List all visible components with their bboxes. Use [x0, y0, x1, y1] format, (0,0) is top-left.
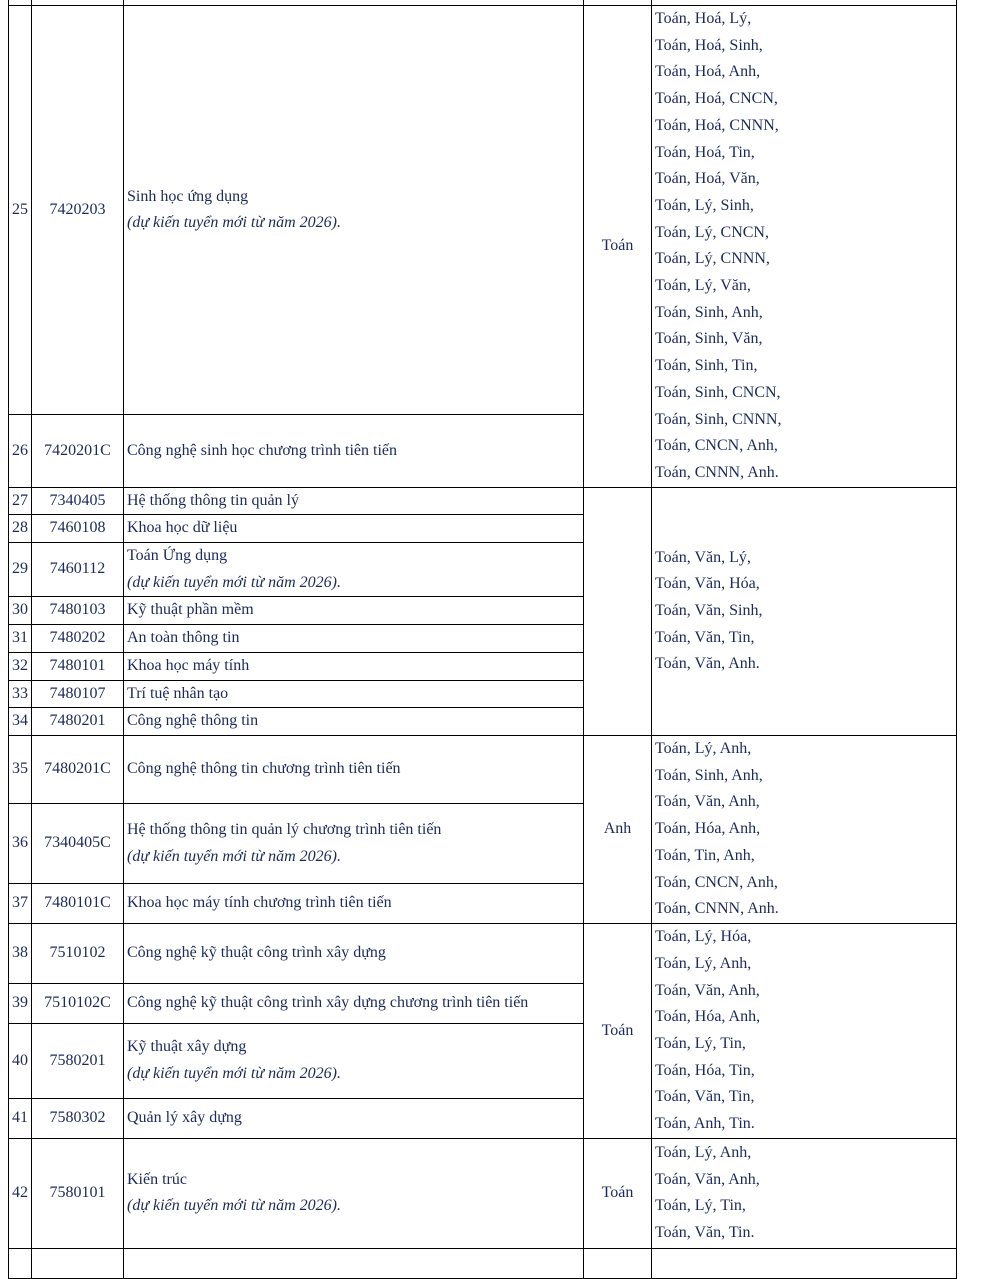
row-number: 28 [9, 515, 32, 543]
major-name: Kiến trúc [127, 1170, 187, 1188]
row-number: 25 [9, 6, 32, 415]
combo-item: Toán, Hoá, Văn, [655, 170, 760, 188]
major-code: 7580302 [32, 1098, 124, 1138]
table-row [9, 1248, 957, 1278]
major-note: (dự kiến tuyển mới từ năm 2026). [127, 214, 341, 232]
subject-combos [652, 1248, 957, 1278]
major-code: 7510102C [32, 983, 124, 1023]
major-name: Hệ thống thông tin quản lý chương trình tiên tiến [127, 820, 442, 838]
combo-item: Toán, Văn, Sinh, [655, 601, 763, 619]
combo-item: Toán, Sinh, Tin, [655, 357, 758, 375]
combo-item: Toán, Hoá, Tin, [655, 143, 755, 161]
combo-item: Toán, Lý, Văn, [655, 277, 751, 295]
table-row [9, 735, 957, 803]
combo-item: Toán, Hoá, CNCN, [655, 90, 778, 108]
combo-item: Toán, Lý, Anh, [655, 1144, 752, 1161]
combo-item: Toán, Lý, Hóa, [655, 928, 752, 946]
row-number: 30 [9, 597, 32, 625]
major-name-cell [124, 1138, 584, 1248]
combo-item: Toán, Hoá, CNNN, [655, 116, 779, 134]
main-subject: Toán [584, 923, 652, 1138]
major-code: 7480103 [32, 597, 124, 625]
major-name: Khoa học máy tính chương trình tiên tiến [124, 883, 584, 923]
major-note: (dự kiến tuyển mới từ năm 2026). [127, 1197, 341, 1215]
combo-item: Toán, Sinh, Anh, [655, 303, 763, 321]
combo-item: Toán, Văn, Tin, [655, 628, 755, 646]
combo-item: Toán, Hóa, Tin, [655, 1061, 755, 1079]
combo-item: Toán, Lý, CNNN, [655, 250, 770, 268]
combo-item: Toán, Sinh, CNCN, [655, 383, 781, 401]
combo-item: Toán, Lý, CNCN, [655, 223, 769, 241]
major-code: 7480201C [32, 735, 124, 803]
major-name: An toàn thông tin [124, 625, 584, 653]
combo-item: Toán, CNNN, Anh. [655, 463, 779, 481]
combo-item: Toán, Lý, Anh, [655, 739, 752, 757]
major-code: 7510102 [32, 923, 124, 983]
row-number: 39 [9, 983, 32, 1023]
row-number: 42 [9, 1138, 32, 1248]
major-name: Kỹ thuật phần mềm [124, 597, 584, 625]
table-row [9, 923, 957, 983]
combo-item: Toán, Hoá, Sinh, [655, 36, 763, 54]
main-subject: Toán [584, 1138, 652, 1248]
major-name: Toán Ứng dụng [127, 547, 228, 565]
main-subject [584, 487, 652, 735]
row-number: 40 [9, 1023, 32, 1098]
major-code: 7340405C [32, 804, 124, 883]
combo-item: Toán, Lý, Tin, [655, 1197, 746, 1215]
major-name: Hệ thống thông tin quản lý [124, 487, 584, 515]
row-number: 41 [9, 1098, 32, 1138]
row-number: 26 [9, 415, 32, 487]
combo-item: Toán, Văn, Lý, [655, 548, 751, 566]
row-number: 29 [9, 543, 32, 597]
subject-combos [652, 6, 957, 488]
major-note: (dự kiến tuyển mới từ năm 2026). [127, 1064, 341, 1082]
combo-item: Toán, Hoá, Anh, [655, 63, 761, 81]
row-number: 27 [9, 487, 32, 515]
combo-item: Toán, Hoá, Lý, [655, 10, 752, 27]
combo-item: Toán, Hóa, Anh, [655, 1008, 761, 1026]
combo-item: Toán, Lý, Sinh, [655, 196, 754, 214]
combo-item: Toán, Sinh, Anh, [655, 766, 763, 784]
combo-item: Toán, CNCN, Anh, [655, 437, 778, 455]
main-subject [584, 1248, 652, 1278]
major-code: 7580101 [32, 1138, 124, 1248]
main-subject: Toán [584, 6, 652, 488]
combo-item: Toán, Văn, Anh, [655, 793, 760, 811]
row-number: 35 [9, 735, 32, 803]
major-note: (dự kiến tuyển mới từ năm 2026). [127, 573, 341, 591]
major-code: 7420201C [32, 415, 124, 487]
major-name: Sinh học ứng dụng [127, 187, 249, 205]
combo-item: Toán, CNCN, Anh, [655, 873, 778, 891]
major-name-cell [124, 804, 584, 883]
major-name-cell [124, 1023, 584, 1098]
combo-item: Toán, Văn, Tin, [655, 1088, 755, 1106]
major-code: 7340405 [32, 487, 124, 515]
subject-combos [652, 923, 957, 1138]
combo-item: Toán, Anh, Tin. [655, 1115, 755, 1133]
combo-item: Toán, Sinh, CNNN, [655, 410, 782, 428]
major-name: Công nghệ thông tin [124, 708, 584, 736]
row-number: 33 [9, 680, 32, 708]
table-row [9, 6, 957, 415]
major-name: Kỹ thuật xây dựng [127, 1038, 247, 1056]
major-name: Khoa học dữ liệu [124, 515, 584, 543]
major-name-cell [124, 6, 584, 415]
major-name: Quản lý xây dựng [124, 1098, 584, 1138]
major-code: 7460112 [32, 543, 124, 597]
combo-item: Toán, Hóa, Anh, [655, 820, 761, 838]
major-name: Công nghệ kỹ thuật công trình xây dựng chương trình tiên tiến [124, 983, 584, 1023]
major-name: Công nghệ sinh học chương trình tiên tiến [124, 415, 584, 487]
row-number: 34 [9, 708, 32, 736]
row-number: 37 [9, 883, 32, 923]
major-code: 7480101C [32, 883, 124, 923]
major-code: 7480201 [32, 708, 124, 736]
subject-combos [652, 735, 957, 923]
row-number: 38 [9, 923, 32, 983]
combo-item: Toán, Văn, Anh. [655, 655, 760, 673]
combo-item: Toán, Sinh, Văn, [655, 330, 763, 348]
major-code: 7460108 [32, 515, 124, 543]
major-name-cell [124, 543, 584, 597]
subject-combos [652, 1138, 957, 1248]
major-name: Công nghệ kỹ thuật công trình xây dựng [124, 923, 584, 983]
major-name [124, 1248, 584, 1278]
combo-item: Toán, Văn, Anh, [655, 1170, 760, 1188]
combo-item: Toán, Văn, Anh, [655, 981, 760, 999]
major-code: 7480107 [32, 680, 124, 708]
row-number: 32 [9, 652, 32, 680]
major-note: (dự kiến tuyển mới từ năm 2026). [127, 847, 341, 865]
combo-item: Toán, CNNN, Anh. [655, 900, 779, 918]
major-code: 7480202 [32, 625, 124, 653]
row-number: 36 [9, 804, 32, 883]
table-row [9, 1138, 957, 1248]
admission-table [8, 0, 957, 1279]
major-code: 7580201 [32, 1023, 124, 1098]
row-number: 31 [9, 625, 32, 653]
combo-item: Toán, Tin, Anh, [655, 846, 755, 864]
table-row [9, 487, 957, 515]
major-name: Trí tuệ nhân tạo [124, 680, 584, 708]
major-name: Công nghệ thông tin chương trình tiên tiến [124, 735, 584, 803]
row-number [9, 1248, 32, 1278]
major-name: Khoa học máy tính [124, 652, 584, 680]
major-code: 7480101 [32, 652, 124, 680]
combo-item: Toán, Văn, Hóa, [655, 575, 760, 593]
major-code: 7420203 [32, 6, 124, 415]
combo-item: Toán, Văn, Tin. [655, 1224, 755, 1242]
major-code [32, 1248, 124, 1278]
combo-item: Toán, Lý, Tin, [655, 1034, 746, 1052]
subject-combos [652, 487, 957, 735]
combo-item: Toán, Lý, Anh, [655, 954, 752, 972]
main-subject: Anh [584, 735, 652, 923]
